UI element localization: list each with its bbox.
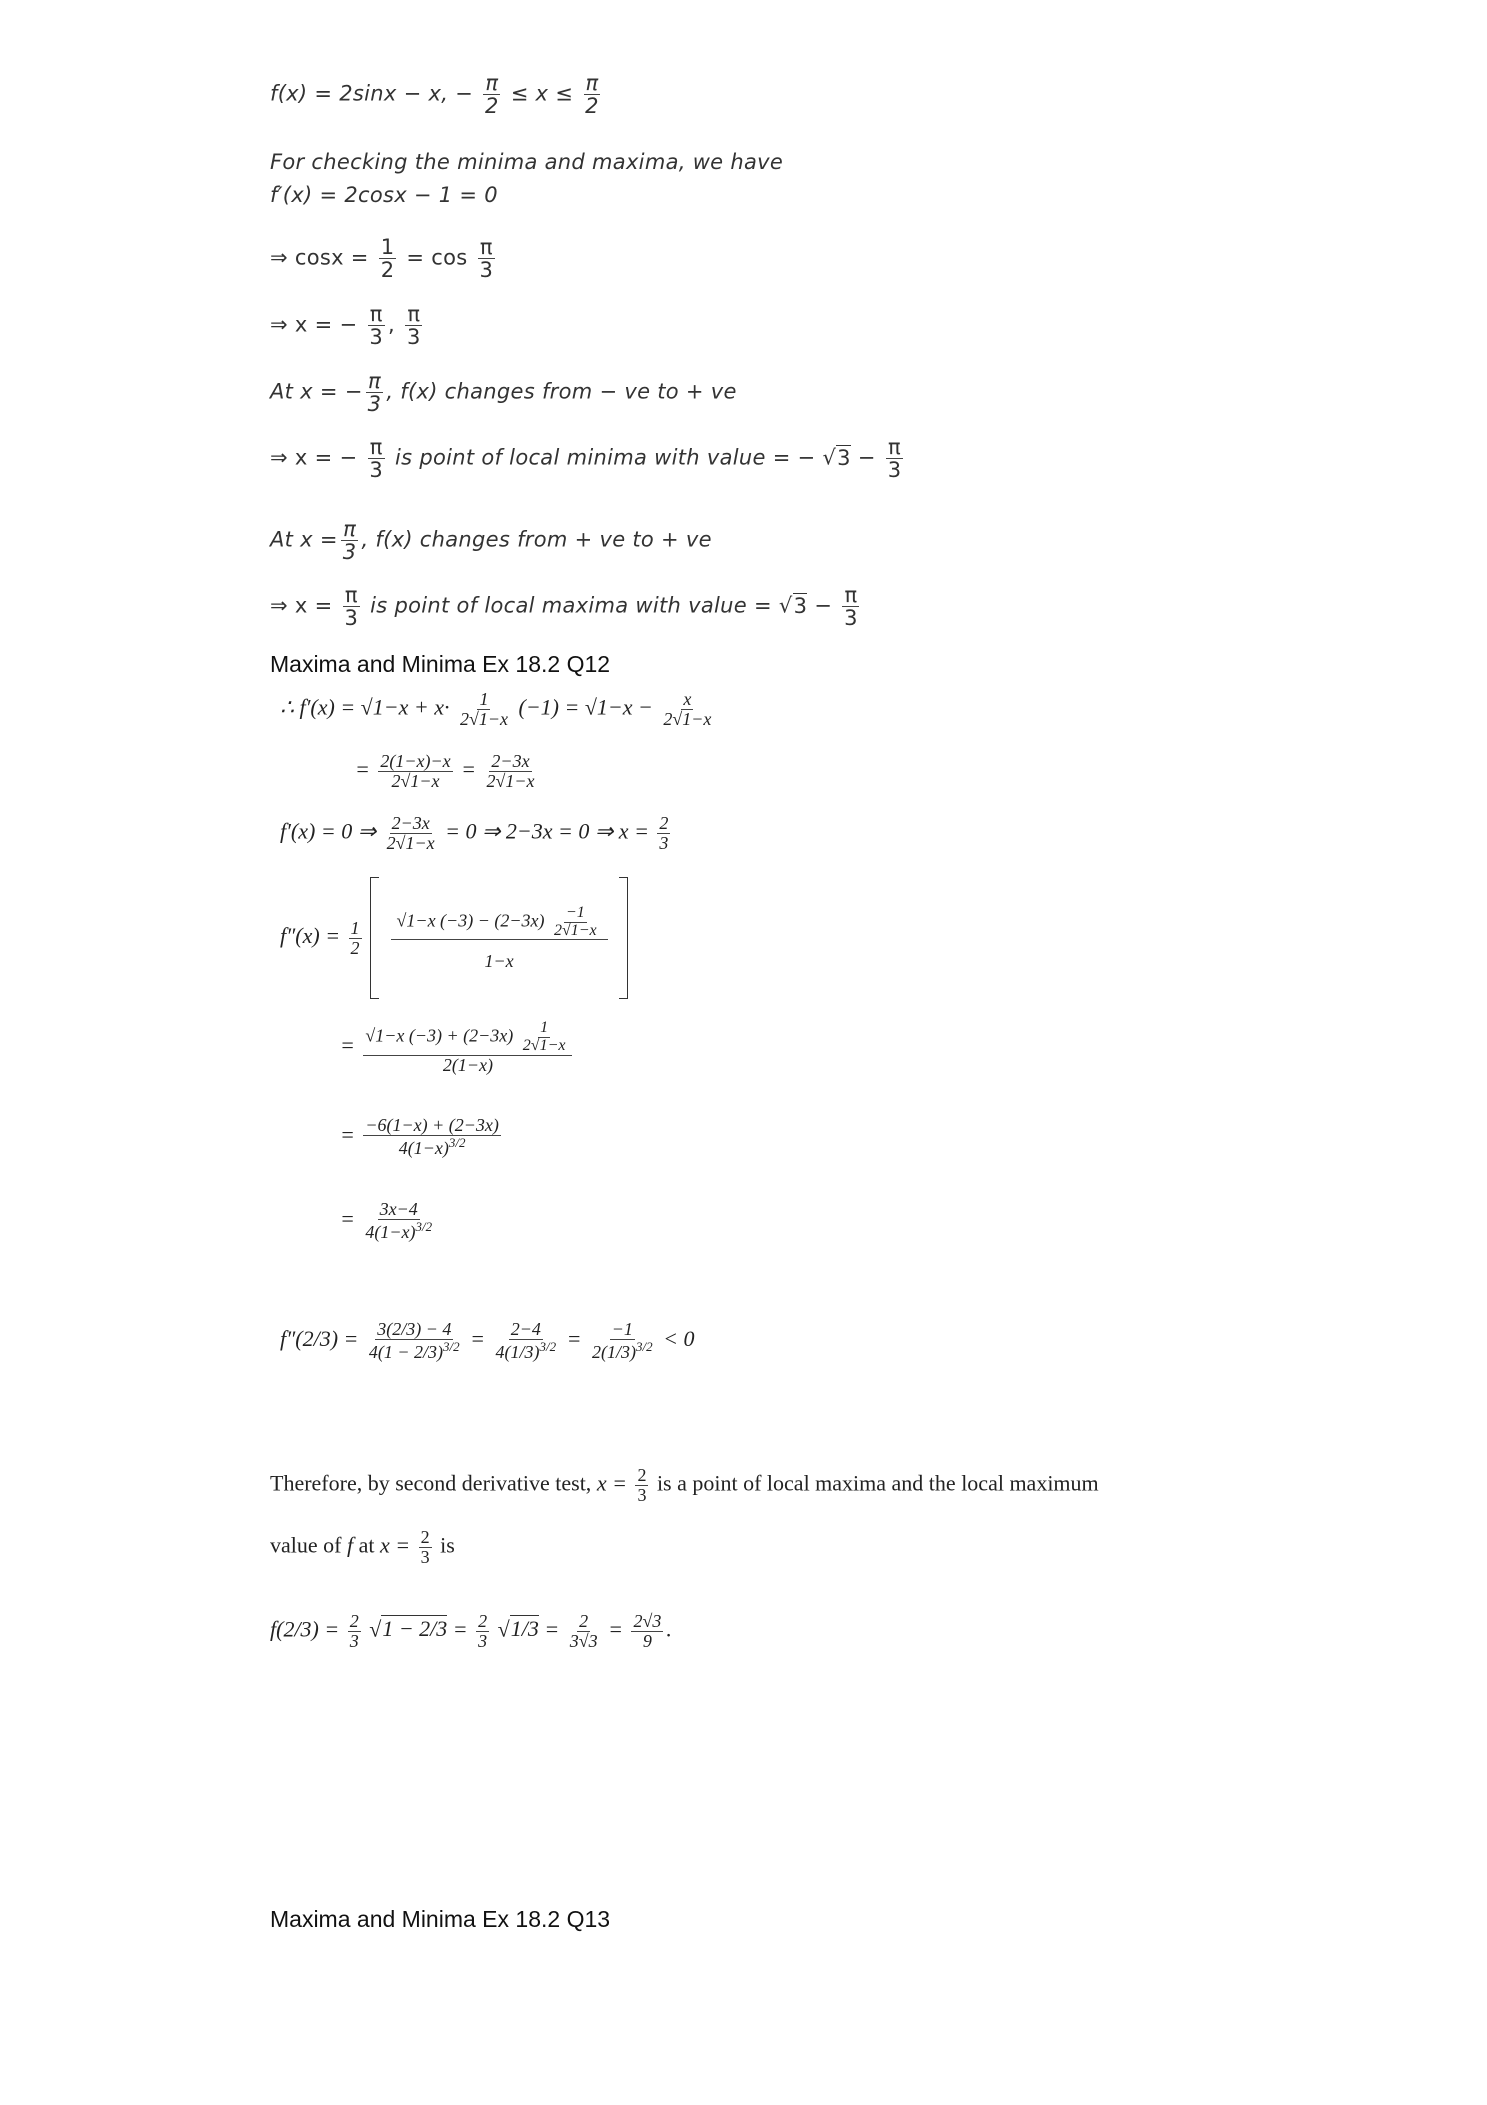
fraction: $\frac{\pi}{3}$ (367, 369, 382, 417)
fraction: $\frac{2(1-x)-x}{2√1-x}$ (380, 751, 451, 791)
sqrt-value: 1/3 (510, 1616, 539, 1642)
q12-conclusion-1 (270, 1466, 1099, 1505)
fraction: $\frac{2}{3}$ (349, 1611, 359, 1651)
fraction: $\frac{3x-4}{4(1-x)^{3/2}}$ (365, 1199, 433, 1242)
eq-text: ∴ f′(x) = √1−x + x· (280, 694, 450, 720)
sqrt-value: 1 − 2/3 (382, 1616, 448, 1642)
eq-text: is point of local minima with value = − (394, 445, 816, 470)
fraction: $\frac{\pi}{3}$ (369, 435, 383, 483)
q12-second-derivative (280, 877, 628, 999)
eq-text: f (346, 1532, 354, 1558)
q11-local-minima: ⇒ x = − $\frac{\pi}{3}$ is point of local minima with value = − √3 − $\frac{\pi}{3}$ (270, 435, 902, 483)
q12-second-derivative-value: f″(2/3) = $\frac{3(2/3) - 4}{4(1 - 2/3)^{3/2}}$ = $\frac{2-4}{4(1/3)^{3/2}}$ = $\frac{-1}{2(1/3)^{3/2}}$ < 0 (280, 1319, 695, 1362)
eq-text: ≤ x ≤ (510, 81, 574, 106)
fraction: $\frac{1}{2}$ (380, 235, 395, 283)
fraction: $\frac{\pi}{3}$ (342, 517, 357, 565)
fraction: $\frac{2}{3}$ (478, 1611, 488, 1651)
fraction: $\frac{2-4}{4(1/3)^{3/2}}$ (495, 1319, 557, 1362)
q11-max-change (270, 518, 712, 563)
fraction: $\frac{2-3x}{2√1-x}$ (486, 751, 535, 791)
heading-q13: Maxima and Minima Ex 18.2 Q13 (270, 1906, 611, 1932)
fraction: $\frac{2√3}{9}$ (633, 1611, 662, 1651)
heading-q12: Maxima and Minima Ex 18.2 Q12 (270, 651, 611, 677)
q11-intro-text: For checking the minima and maxima, we have (270, 150, 784, 174)
q12-simplify: = $\frac{2(1-x)-x}{2√1-x}$ = $\frac{2-3x}{2√1-x}$ (355, 751, 535, 791)
eq-text: At x = (270, 527, 338, 552)
fraction: $\frac{2}{3}$ (659, 813, 669, 853)
eq-text: is (440, 1532, 455, 1558)
eq-text: ⇒ x = (270, 593, 333, 618)
fraction: $\frac{\pi}{3}$ (844, 583, 858, 631)
eq-text: is point of local maxima with value = (370, 593, 772, 618)
eq-text: f(2/3) = (270, 1616, 340, 1642)
fraction: $\frac{1}{2}$ (350, 917, 360, 958)
fraction: $\frac{2-3x}{2√1-x}$ (386, 813, 435, 853)
fraction: $\frac{\pi}{3}$ (369, 302, 383, 350)
fraction: $\frac{2}{3}$ (637, 1465, 647, 1505)
eq-text: Therefore, by second derivative test, (270, 1470, 592, 1496)
eq-text: value of (270, 1532, 342, 1558)
q11-local-maxima: ⇒ x = $\frac{\pi}{3}$ is point of local maxima with value = √3 − $\frac{\pi}{3}$ (270, 583, 858, 631)
fraction: $\frac{3(2/3) - 4}{4(1 - 2/3)^{3/2}}$ (368, 1319, 460, 1362)
right-bracket (619, 877, 628, 999)
eq-text: , f(x) changes from − ve to + ve (386, 379, 737, 404)
fraction: $\frac{\pi}{3}$ (344, 583, 359, 631)
q12-conclusion-2 (270, 1528, 455, 1567)
eq-text: x = (596, 1470, 627, 1496)
eq-text: < 0 (663, 1325, 695, 1351)
fraction: $\frac{2}{3}$ (420, 1527, 430, 1567)
q12-first-derivative (280, 690, 716, 729)
q12-step-b: = $\frac{-6(1-x) + (2-3x)}{4(1-x)^{3/2}}$ (340, 1115, 499, 1158)
eq-text: ⇒ x = − (270, 312, 358, 337)
eq-text: = 0 ⇒ 2−3x = 0 ⇒ x = (445, 818, 649, 844)
fraction: $\frac{\pi}{2}$ (585, 71, 599, 119)
fraction: $\frac{x}{2√1-x}$ (663, 689, 712, 729)
sqrt-value: 3 (793, 593, 808, 618)
eq-text: − (814, 593, 833, 618)
q11-cos-line (270, 236, 498, 281)
fraction: $\frac{1}{2√1-x}$ (459, 689, 508, 729)
fraction: $\frac{\pi}{3}$ (479, 235, 494, 283)
q11-function-line (270, 72, 604, 117)
eq-text: At x = − (270, 379, 363, 404)
eq-text: − (857, 445, 876, 470)
q12-critical-point (280, 814, 673, 853)
sqrt-value: 3 (837, 445, 851, 470)
fraction: $\frac{\pi}{3}$ (887, 435, 902, 483)
eq-text: . (666, 1616, 672, 1642)
eq-text: ⇒ x = − (270, 445, 358, 470)
eq-text: is a point of local maxima and the local maximum (656, 1470, 1099, 1496)
fraction: $\frac{\pi}{3}$ (406, 302, 421, 350)
eq-text: f″(x) = (280, 923, 341, 949)
eq-text: , (388, 312, 395, 337)
left-bracket (370, 877, 379, 999)
eq-text: (−1) = √1−x − (518, 694, 653, 720)
q11-min-change (270, 370, 737, 415)
fraction: √1−x (−3) − (2−3x) $\frac{-1}{2√1-x}$ 1−x (391, 905, 608, 971)
eq-text: f′(x) = 0 ⇒ (280, 818, 377, 844)
eq-text: = cos (406, 245, 468, 270)
q12-step-c: = $\frac{3x-4}{4(1-x)^{3/2}}$ (340, 1199, 433, 1242)
eq-text: x = (379, 1532, 411, 1558)
fraction: $\frac{\pi}{2}$ (485, 71, 499, 119)
fraction: $\frac{-1}{2(1/3)^{3/2}}$ (592, 1319, 653, 1362)
fraction: √1−x (−3) + (2−3x) $\frac{1}{2√1-x}$ 2(1−x) (363, 1020, 572, 1074)
eq-text: , f(x) changes from + ve to + ve (361, 527, 712, 552)
q12-maximum-value: f(2/3) = $\frac{2}{3}$ √1 − 2/3 = $\frac{2}{3}$ √1/3 = $\frac{2}{3√3}$ = $\frac{2√3}{9}$ . (270, 1611, 672, 1651)
q11-x-values (270, 303, 426, 348)
eq-text: at (358, 1532, 375, 1558)
q12-step-a: = √1−x (−3) + (2−3x) $\frac{1}{2√1-x}$ 2(1−x) (340, 1020, 575, 1074)
eq-text: ⇒ cosx = (270, 245, 369, 270)
eq-text: f″(2/3) = (280, 1325, 359, 1351)
q11-derivative: f′(x) = 2cosx − 1 = 0 (270, 183, 498, 207)
fraction: $\frac{-6(1-x) + (2-3x)}{4(1-x)^{3/2}}$ (365, 1115, 499, 1158)
fraction: $\frac{2}{3√3}$ (569, 1611, 598, 1651)
eq-text: f(x) = 2sinx − x, − (270, 81, 474, 106)
